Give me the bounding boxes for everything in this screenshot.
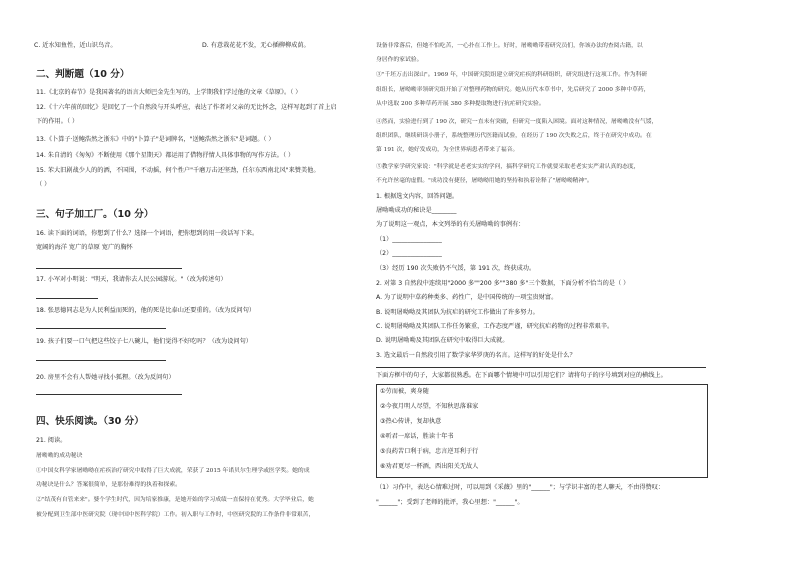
answer-line-19 xyxy=(36,360,166,361)
question-16-words: 宽阔的海洋 宽广的草原 宽广的胸怀 xyxy=(36,244,133,251)
passage-line: 第 191 次，她好发成功，为全世界病患者带来了福音。 xyxy=(376,147,519,153)
reading-question-1: 1. 根据选文内容，回答问题。 xyxy=(376,193,459,200)
section-judgement-title: 二、判断题（10 分） xyxy=(36,69,130,80)
reading-question-1d: （2）________________ xyxy=(376,250,442,257)
passage-line: 从中选取 200 多种草药开展 380 多种提取物进行抗疟研究实验。 xyxy=(376,101,545,107)
box-item: ⑥劝君更尽一杯酒，西出阳关无故人 xyxy=(380,463,479,470)
reading-question-1b: 为了说明这一观点，本文列举的有关屠呦呦的事例有： xyxy=(376,221,525,228)
box-item: ②今夜月明人尽望，不知秋思落谁家 xyxy=(380,403,479,410)
question-13: 13.《卜算子·送鲍浩然之浙东》中的"卜算子"是词牌名，"送鲍浩然之浙东"是词题。（ ） xyxy=(36,136,275,143)
passage-title: 屠呦呦的成功秘诀 xyxy=(36,453,83,459)
answer-line-17 xyxy=(36,298,98,299)
reading-question-1e: （3）经历 190 次失败仍不气馁，第 191 次，终获成功。 xyxy=(376,265,536,272)
answer-line-3 xyxy=(376,367,706,368)
question-14: 14. 朱自清的《匆匆》不断使用《那个星期天》都运用了借物抒情人具体事物的写作方法。（ ） xyxy=(36,152,295,159)
passage-p1-line2: 功秘诀是什么？答案很简单，是那份难得的执着和探索。 xyxy=(36,482,181,488)
box-item: ④听君一席话，胜读十年书 xyxy=(380,433,454,440)
option-d: D. 有意栽花花不发，无心插柳柳成荫。 xyxy=(202,42,310,49)
fill-in-line1: （1）习作中，表达心情难过时，可以用到《采薇》里的"______"；与学识丰富的老人聊天，不由得赞叹： xyxy=(376,484,665,491)
reading-question-2-option-d: D. 说明屠呦呦及其团队在研究中取得巨大成就。 xyxy=(376,337,509,344)
question-12-line2: 下的作用。（ ） xyxy=(36,118,79,125)
box-item: ①劳而被，爽身随 xyxy=(380,388,429,395)
question-12-line1: 12.《十六年前的回忆》是回忆了一个自然段与开头呼应，表达了作者对父亲的无比怀念，这样写起到了首上启 xyxy=(36,104,337,111)
question-16: 16. 读下面的词语，你想到了什么？选择一个词语，把你想到的用一段话写下来。 xyxy=(36,230,259,237)
question-15-line1: 15. 苯大旧剧战少人的的洒，不国围，不动摇，何个性户"千磨万击还坚劲，任尔东西南北风"来赞美他。 xyxy=(36,167,320,174)
answer-line-16 xyxy=(36,268,182,269)
box-instruction: 下面方框中的句子，大家都很熟悉。在下面哪个情境中可以引用它们？请将句子的序号填到对应的横线上。 xyxy=(376,372,667,379)
passage-line: 身居作的家试验。 xyxy=(376,57,423,63)
reading-question-2-option-b: B. 说明屠呦呦及其团队为抗疟的研究工作做出了许多努力。 xyxy=(376,309,539,316)
question-19: 19. 孩子们要一口气把这些饺子七八碗儿，他们觉得不好吃吗？（改为设问句） xyxy=(36,338,252,345)
question-21: 21. 阅读。 xyxy=(36,437,67,444)
passage-line: ④然而，实验进行到了 190 次，研究一直未有突破，但研究一度陷入困境。面对这种情况，屠呦呦没有气馁， xyxy=(376,119,658,125)
question-11: 11.《北京的春节》是我国著名的语言大师巴金先生写的，上学期我们学过他的文章《草原》。（ ） xyxy=(36,89,302,96)
box-item: ⑤良药苦口利于病，忠言逆耳利于行 xyxy=(380,448,479,455)
passage-line: 不允许丝毫的虚假。"成功没有捷径，屠呦呦用她的坚持和执着诠释了"屠呦呦精神"。 xyxy=(376,178,593,184)
fill-in-line2: "______"；受到了老师的批评，我心里想："______"。 xyxy=(376,499,524,506)
passage-p1-line1: ①中国女科学家屠呦呦在疟疾治疗研究中取得了巨大成就，荣获了 2015 年诺贝尔生理学或医学奖。她的成 xyxy=(36,468,310,474)
answer-line-18 xyxy=(36,328,166,329)
passage-line: 设备非常落后，但她不怕吃苦，一心扑在工作上。好时，屠呦呦带着研究员们，你该办法的查阅古籍，以 xyxy=(376,43,643,49)
question-17: 17. 小军对小明说："明天，我请你去人民公园游玩。"（改为转述句） xyxy=(36,276,227,283)
question-20: 20. 房里不会有人帮她寻找小狐狸。（改为反问句） xyxy=(36,374,175,381)
reading-question-2: 2. 对第 3 自然段中连续用"2000 多""200 多""380 多"三个数据，下面分析不恰当的是（ ） xyxy=(376,280,630,287)
reading-question-1a: 屠呦呦成功的秘诀是________ xyxy=(376,207,457,214)
passage-line: 组组长，屠呦呦率领研究组开始了对整理药物的研究。她从历代本草书中，先后研究了 2000 多种中草药， xyxy=(376,87,650,93)
box-item: ③热心传讲，复却执意 xyxy=(380,418,442,425)
section-sentence-title: 三、句子加工厂。（10 分） xyxy=(36,209,154,220)
answer-line-20 xyxy=(36,394,182,395)
question-18: 18. 张思德同志是为人民利益而死的，他的死是比泰山还要重的。（改为反问句） xyxy=(36,307,256,314)
reading-question-2-option-a: A. 为了说明中草药种类多、药性广，是中国传统的一项宝贵财富。 xyxy=(376,294,558,301)
passage-p2-line2: 被分配到卫生部中医研究院（现中国中医科学院）工作。初入职与工作时，中医研究院的工作条件非常艰苦， xyxy=(36,512,315,518)
sentence-box xyxy=(376,384,708,478)
question-15-line2: （ ） xyxy=(36,181,51,188)
passage-line: 组织团队，继续研读小册子，系统整理历代医籍而试验，在经历了 190 次失败之后，终于在研究中成功。在 xyxy=(376,133,652,139)
section-reading-title: 四、快乐阅读。（30 分） xyxy=(36,416,144,427)
reading-question-3: 3. 选文最后一自然段引用了数学家华罗庚的名言。这样写的好处是什么？ xyxy=(376,352,576,359)
passage-line: ⑤教学家学研究家说："科学就是老老实实的学问，搞科学研究工作就要采取老老实实严肃认真的态度， xyxy=(376,164,640,170)
reading-question-2-option-c: C. 说明屠呦呦及其团队工作任务繁重，工作态度严谨，研究抗疟药物的过程非常艰辛。 xyxy=(376,323,614,330)
reading-question-1c: （1）________________ xyxy=(376,236,442,243)
passage-p2-line1: ②"结茂有自管来来"。婆个学生时代，因为培家推康，是她开始的学习成绩一直保持在优秀。大学毕业后，她 xyxy=(36,497,314,503)
passage-line: ③"千坯万击出深山"。1969 年，中国研究院组建立研究疟疾的科研组织，研究组进行这项工作。作为科研 xyxy=(376,72,648,78)
option-c: C. 近水知鱼性，近山识鸟音。 xyxy=(34,42,117,49)
